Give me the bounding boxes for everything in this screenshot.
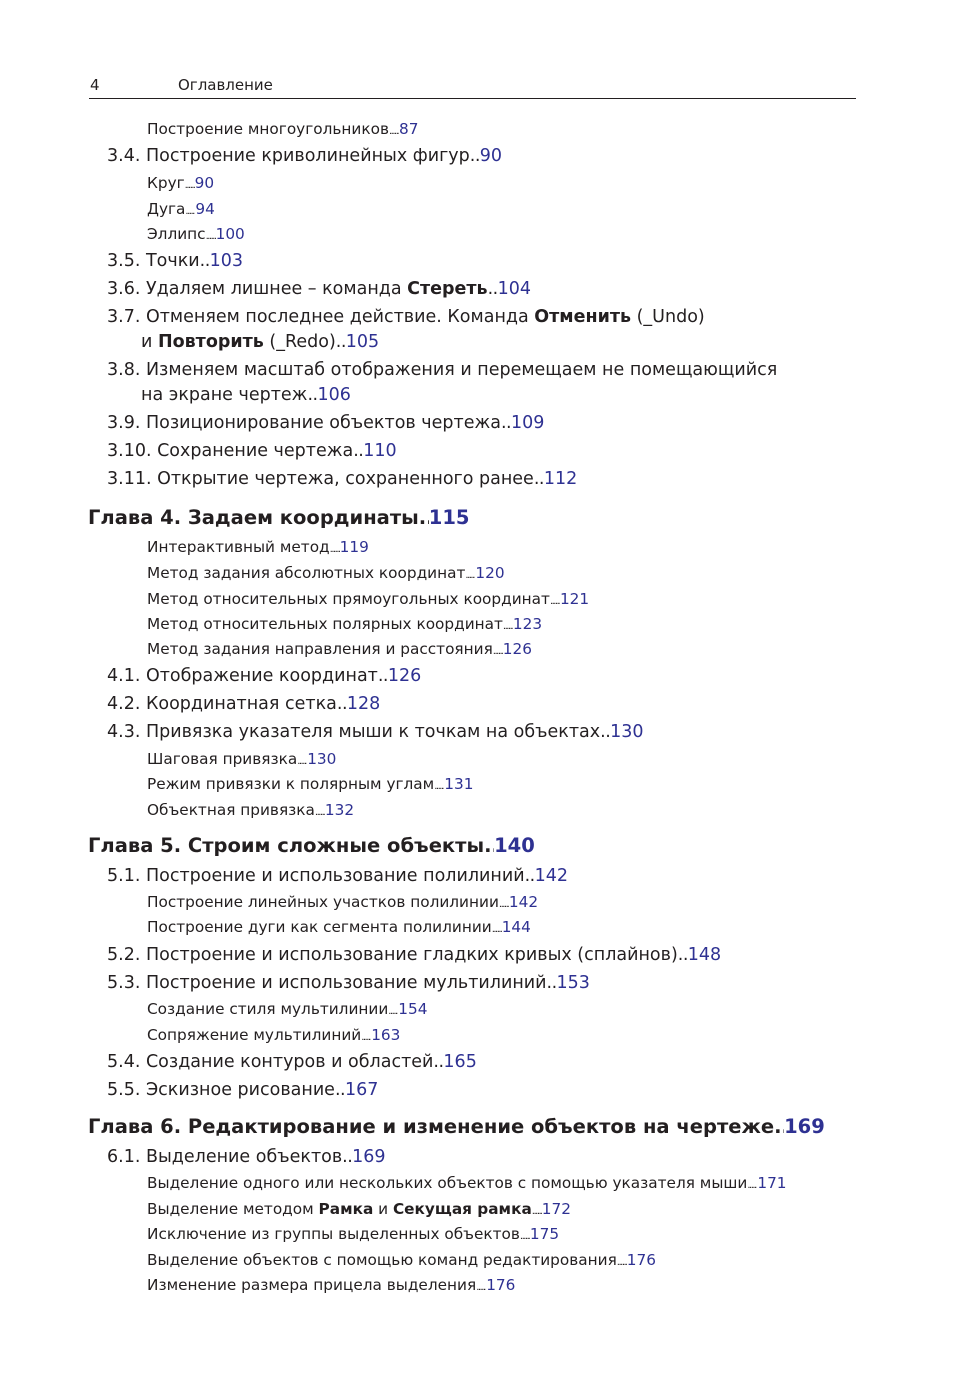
dot-leader <box>389 120 399 138</box>
dot-leader <box>388 1000 398 1018</box>
page-ref: 144 <box>501 918 531 936</box>
dot-leader <box>185 174 195 192</box>
page-ref: 176 <box>626 1251 656 1269</box>
page-ref: 172 <box>541 1200 571 1218</box>
page-ref: 100 <box>215 225 245 243</box>
page-ref: 169 <box>784 1115 825 1138</box>
dot-leader <box>315 801 325 819</box>
page-ref: 169 <box>352 1147 386 1167</box>
dot-leader <box>434 775 444 793</box>
dot-leader <box>476 1276 486 1294</box>
page-ref: 154 <box>398 1000 428 1018</box>
dot-leader <box>378 666 388 686</box>
dot-leader <box>297 750 307 768</box>
dot-leader <box>185 200 195 218</box>
toc-entry-line[interactable]: 3.8. Изменяем масштаб отображения и перемещаем не помещающийся <box>107 360 778 380</box>
page-ref: 163 <box>371 1026 401 1044</box>
dot-leader <box>361 1026 371 1044</box>
page-ref: 142 <box>508 893 539 911</box>
page-ref: 115 <box>428 506 470 529</box>
page-ref: 140 <box>494 834 535 857</box>
page-ref: 130 <box>610 722 644 742</box>
page-ref: 104 <box>497 279 532 299</box>
dot-leader <box>337 694 347 714</box>
dot-leader <box>520 1225 530 1243</box>
page-ref: 106 <box>317 385 351 405</box>
dot-leader <box>465 564 475 582</box>
page-ref: 132 <box>324 801 355 819</box>
page-ref: 167 <box>344 1080 379 1100</box>
dot-leader <box>617 1251 627 1269</box>
running-header <box>89 74 856 99</box>
dot-leader <box>501 413 511 433</box>
page-ref: 126 <box>387 666 422 686</box>
dot-leader <box>600 722 610 742</box>
page-ref: 109 <box>510 413 545 433</box>
page-ref: 120 <box>475 564 505 582</box>
page-ref: 103 <box>209 251 244 271</box>
dot-leader <box>547 973 557 993</box>
dot-leader <box>525 866 535 886</box>
page-ref: 171 <box>757 1174 787 1192</box>
dot-leader <box>200 251 210 271</box>
page-ref: 105 <box>345 332 380 352</box>
dot-leader <box>493 640 503 658</box>
dot-leader <box>499 893 509 911</box>
dot-leader <box>774 1115 784 1138</box>
dot-leader <box>419 506 429 529</box>
page-ref: 153 <box>556 973 590 993</box>
dot-leader <box>206 225 216 243</box>
page-ref: 175 <box>529 1225 560 1243</box>
dot-leader <box>550 590 560 608</box>
dot-leader <box>330 538 340 556</box>
page-ref: 119 <box>339 538 369 556</box>
dot-leader <box>492 918 502 936</box>
page-ref: 87 <box>398 120 419 138</box>
page-ref: 123 <box>512 615 543 633</box>
page-ref: 110 <box>363 441 397 461</box>
dot-leader <box>433 1052 443 1072</box>
page-ref: 165 <box>443 1052 477 1072</box>
dot-leader <box>336 332 346 352</box>
dot-leader <box>534 469 544 489</box>
page-ref: 121 <box>559 590 590 608</box>
dot-leader <box>484 834 494 857</box>
page-ref: 126 <box>502 640 532 658</box>
dot-leader <box>470 146 480 166</box>
toc-entry-line[interactable]: 3.7. Отменяем последнее действие. Команда Отменить (_Undo) <box>107 307 705 327</box>
dot-leader <box>335 1080 345 1100</box>
page-ref: 90 <box>479 146 503 166</box>
dot-leader <box>307 385 317 405</box>
page-ref: 142 <box>534 866 568 886</box>
page-ref: 112 <box>543 469 578 489</box>
page-ref: 131 <box>444 775 474 793</box>
page-ref: 90 <box>194 174 215 192</box>
running-title: Оглавление <box>178 76 273 94</box>
dot-leader <box>353 441 363 461</box>
page-ref: 176 <box>486 1276 516 1294</box>
dot-leader <box>488 279 498 299</box>
page-number: 4 <box>90 76 100 94</box>
dot-leader <box>342 1147 352 1167</box>
dot-leader <box>503 615 513 633</box>
page-ref: 148 <box>687 945 722 965</box>
page-ref: 94 <box>195 200 215 218</box>
page-ref: 130 <box>307 750 337 768</box>
page-ref: 128 <box>346 694 381 714</box>
dot-leader <box>532 1200 542 1218</box>
dot-leader <box>678 945 688 965</box>
dot-leader <box>747 1174 757 1192</box>
